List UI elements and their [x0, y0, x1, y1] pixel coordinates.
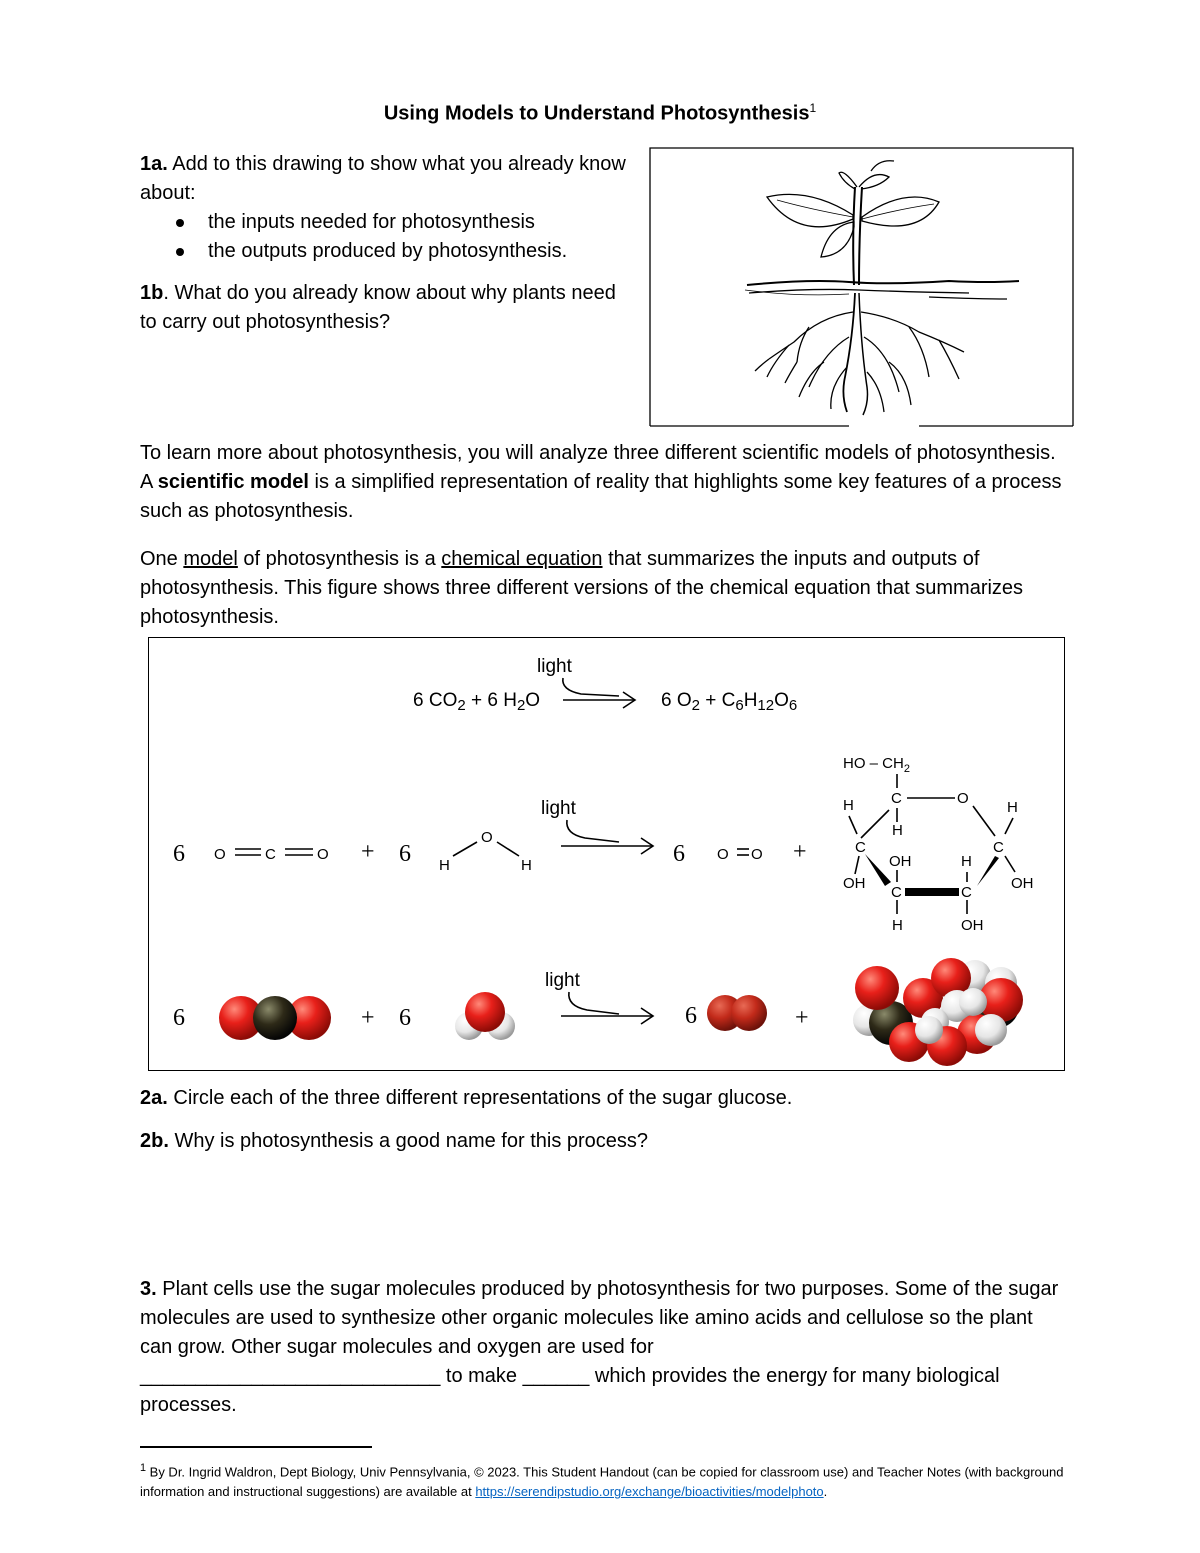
blank-1[interactable]: ___________________________: [140, 1365, 441, 1387]
plant-drawing: [649, 147, 1074, 428]
coef-h2o-structural: 6: [399, 841, 411, 867]
svg-text:C: C: [265, 846, 276, 863]
svg-text:C: C: [891, 884, 902, 901]
svg-text:H: H: [843, 797, 854, 814]
svg-text:OH: OH: [961, 917, 984, 934]
light-label-2: light: [541, 798, 576, 819]
intro-paragraph-2: One model of photosynthesis is a chemical equation that summarizes the inputs and outputs of photosynthesis. This figure shows three different versions of the chemical equation that summarizes photosynthesis.: [140, 548, 1024, 628]
question-3: 3. Plant cells use the sugar molecules produced by photosynthesis for two purposes. Some of the sugar molecules are used to synthesize other organic molecules like amino acids and cellulose so the plant can grow. Other sugar molecules and oxygen are used for ___________________________ to make ______ which provides the energy for many biological processes.: [140, 1278, 1059, 1416]
svg-text:O: O: [957, 790, 969, 807]
source-link[interactable]: https://serendipstudio.org/exchange/bioactivities/modelphoto: [475, 1484, 824, 1500]
photosynthesis-equation-figure: [148, 637, 1065, 1071]
svg-text:O: O: [317, 846, 329, 863]
svg-text:O: O: [717, 846, 729, 863]
svg-text:O: O: [481, 829, 493, 846]
light-label-1: light: [537, 656, 572, 677]
svg-text:OH: OH: [889, 853, 912, 870]
eq1-products: 6 $O_2 + C_6H_{12}O_6$: [661, 690, 798, 714]
co2-space-filling-model: [219, 996, 331, 1040]
leaf-left: [767, 194, 853, 226]
equations-svg: [149, 638, 1066, 1072]
light-label-3: light: [545, 970, 580, 991]
svg-text:H: H: [1007, 799, 1018, 816]
question-1a-bullets: [172, 208, 642, 266]
bullet-outputs: the outputs produced by photosynthesis.: [172, 237, 642, 266]
plus-model-1: +: [361, 1005, 375, 1031]
svg-text:C: C: [961, 884, 972, 901]
question-1b: 1b. What do you already know about why plants need to carry out photosynthesis?: [140, 282, 616, 333]
light-arrow-curve-1: [563, 678, 619, 696]
h2o-space-filling-model: [455, 992, 515, 1040]
question-2b: 2b. Why is photosynthesis a good name for this process?: [140, 1130, 649, 1152]
svg-text:H: H: [521, 857, 532, 874]
question-1a: 1a. Add to this drawing to show what you already know about:: [140, 153, 626, 204]
footnote: $^1$ By Dr. Ingrid Waldron, Dept Biology, Univ Pennsylvania, © 2023. This Student Handout (can be copied for classroom use) and Teacher Notes (with background information and instructional suggestions) are available at https://serendipstudio.org/exchange/bioactivities/modelphoto.: [140, 1462, 1064, 1500]
o2-space-filling-model: [707, 995, 767, 1031]
leaf-lower: [821, 222, 854, 257]
svg-text:OH: OH: [843, 875, 866, 892]
page-title: Using Models to Understand Photosynthesis$^1$: [383, 101, 817, 125]
plus-structural-2: +: [793, 839, 807, 865]
svg-text:H: H: [892, 822, 903, 839]
footnote-separator: [140, 1446, 372, 1448]
blank-2[interactable]: ______: [522, 1365, 590, 1387]
plus-structural-1: +: [361, 839, 375, 865]
bullet-inputs: the inputs needed for photosynthesis: [172, 208, 642, 237]
svg-text:C: C: [993, 839, 1004, 856]
question-2a: 2a. Circle each of the three different representations of the sugar glucose.: [140, 1087, 793, 1109]
svg-text:H: H: [892, 917, 903, 934]
eq1-reactants: 6 $CO_2 + 6$ $H_2O$: [413, 690, 541, 714]
svg-text:C: C: [891, 790, 902, 807]
glucose-space-filling-model: [853, 958, 1023, 1066]
coef-o2-structural: 6: [673, 841, 685, 867]
svg-text:HO – CH2: HO – $CH_2$: [843, 755, 910, 775]
coef-o2-model: 6: [685, 1003, 697, 1029]
leaf-right: [862, 197, 939, 226]
coef-h2o-model: 6: [399, 1005, 411, 1031]
intro-paragraph-1: To learn more about photosynthesis, you will analyze three different scientific models of photosynthesis. A scientific model is a simplified representation of reality that highlights some key features of a process such as photosynthesis.: [140, 442, 1062, 522]
svg-text:OH: OH: [1011, 875, 1034, 892]
svg-text:O: O: [214, 846, 226, 863]
coef-co2-model: 6: [173, 1005, 185, 1031]
glucose-structural: [843, 755, 1034, 934]
coef-co2-structural: 6: [173, 841, 185, 867]
svg-text:O: O: [751, 846, 763, 863]
svg-text:C: C: [855, 839, 866, 856]
svg-text:H: H: [961, 853, 972, 870]
plus-model-2: +: [795, 1005, 809, 1031]
svg-text:H: H: [439, 857, 450, 874]
